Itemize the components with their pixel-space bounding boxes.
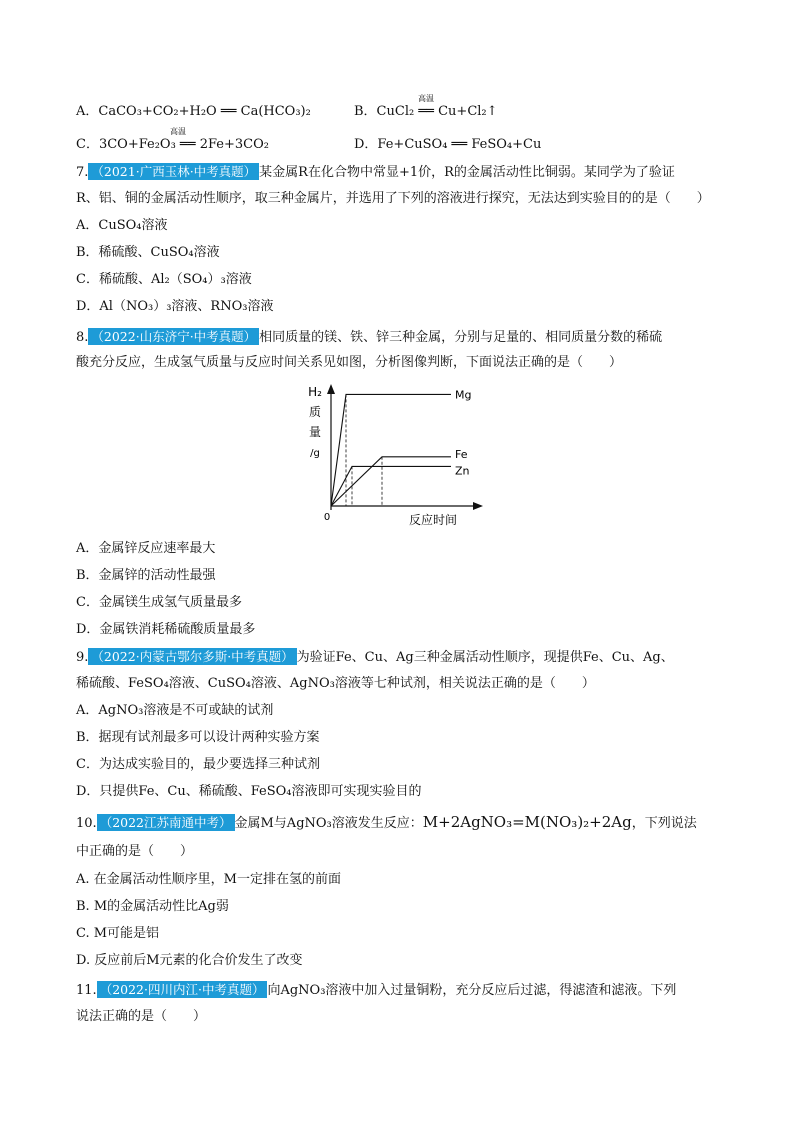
q6-option-d: D．Fe+CuSO₄ ══ FeSO₄+Cu xyxy=(354,137,542,152)
q11-source-tag: （2022·四川内江·中考真题） xyxy=(97,981,268,998)
q11-stem: 向AgNO₃溶液中加入过量铜粉，充分反应后过滤，得滤渣和滤液。下列 xyxy=(267,983,677,998)
q10-option-b: B. M的金属活动性比Ag弱 xyxy=(76,899,229,914)
q7-option-b: B．稀硫酸、CuSO₄溶液 xyxy=(76,245,220,260)
series-label-mg: Mg xyxy=(455,388,472,402)
x-axis-arrow xyxy=(473,502,483,510)
q6-condition-label-c: 高温 xyxy=(170,127,186,136)
q8-option-d: D．金属铁消耗稀硫酸质量最多 xyxy=(76,622,256,637)
q10-option-c: C. M可能是铝 xyxy=(76,926,160,941)
q11-stem-line2: 说法正确的是（ ） xyxy=(76,1009,207,1024)
q7-option-a: A．CuSO₄溶液 xyxy=(76,218,168,233)
q6-condition-label-b: 高温 xyxy=(418,94,434,103)
q8-number: 8. xyxy=(76,330,89,345)
q9-option-b: B．据现有试剂最多可以设计两种实验方案 xyxy=(76,730,320,745)
series-label-fe: Fe xyxy=(455,447,468,461)
q7-source-tag: （2021·广西玉林·中考真题） xyxy=(88,163,259,180)
q10-stem-end: ，下列说法 xyxy=(631,816,697,831)
y-axis-label xyxy=(308,385,322,459)
q9-option-a: A．AgNO₃溶液是不可或缺的试剂 xyxy=(76,703,274,718)
q7-number: 7. xyxy=(76,165,89,180)
y-axis-label-part: 量 xyxy=(308,425,322,439)
x-axis-label: 反应时间 xyxy=(408,513,458,527)
q6-option-a: A．CaCO₃+CO₂+H₂O ══ Ca(HCO₃)₂ xyxy=(76,104,311,119)
q10-option-d: D. 反应前后M元素的化合价发生了改变 xyxy=(76,953,303,968)
q9-option-c: C．为达成实验目的，最少要选择三种试剂 xyxy=(76,757,320,772)
q10-source-tag: （2022江苏南通中考） xyxy=(97,814,235,831)
q7-option-c: C．稀硫酸、Al₂（SO₄）₃溶液 xyxy=(76,272,252,287)
q6-option-c: C．3CO+Fe₂O₃ ══ 2Fe+3CO₂ xyxy=(76,137,269,152)
q9-option-d: D．只提供Fe、Cu、稀硫酸、FeSO₄溶液即可实现实验目的 xyxy=(76,784,422,799)
q6-option-b: B．CuCl₂ ══ Cu+Cl₂↑ xyxy=(354,104,498,119)
q11-stem-line1 xyxy=(76,981,676,1000)
y-axis-arrow xyxy=(327,384,335,394)
q9-stem-line1 xyxy=(76,648,674,667)
guide-lines xyxy=(346,394,382,506)
q9-stem: 为验证Fe、Cu、Ag三种金属活动性顺序，现提供Fe、Cu、Ag、 xyxy=(296,650,674,665)
series-label-zn: Zn xyxy=(455,464,470,478)
q9-stem-line2: 稀硫酸、FeSO₄溶液、CuSO₄溶液、AgNO₃溶液等七种试剂，相关说法正确的是（ ） xyxy=(76,676,595,691)
q10-formula: M+2AgNO₃=M(NO₃)₂+2Ag xyxy=(422,813,632,831)
q8-option-b: B．金属锌的活动性最强 xyxy=(76,568,216,583)
q8-stem-line2: 酸充分反应，生成氢气质量与反应时间关系见如图，分析图像判断，下面说法正确的是（ ） xyxy=(76,355,623,370)
q7-stem-line2: R、铝、铜的金属活动性顺序，取三种金属片，并选用了下列的溶液进行探究，无法达到实验目的的是（ ） xyxy=(76,191,710,206)
q11-number: 11. xyxy=(76,983,97,998)
q7-stem-line1 xyxy=(76,163,675,182)
y-axis-label-part: H₂ xyxy=(308,385,322,399)
q10-stem: 金属M与AgNO₃溶液发生反应： xyxy=(234,816,423,831)
y-axis-label-part: 质 xyxy=(308,405,322,419)
q8-stem: 相同质量的镁、铁、锌三种金属，分别与足量的、相同质量分数的稀硫 xyxy=(259,330,663,345)
q8-option-a: A．金属锌反应速率最大 xyxy=(76,541,216,556)
origin-label: 0 xyxy=(323,512,331,523)
series-line-zn xyxy=(331,466,451,506)
q10-number: 10. xyxy=(76,816,97,831)
q7-option-d: D．Al（NO₃）₃溶液、RNO₃溶液 xyxy=(76,299,274,314)
q8-source-tag: （2022·山东济宁·中考真题） xyxy=(88,328,259,345)
y-axis-label-part: /g xyxy=(310,448,320,459)
q9-source-tag: （2022·内蒙古鄂尔多斯·中考真题） xyxy=(88,648,296,665)
q10-option-a: A. 在金属活动性顺序里，M一定排在氢的前面 xyxy=(76,872,341,887)
q8-stem-line1 xyxy=(76,328,662,347)
q8-chart xyxy=(305,380,485,530)
q7-stem: 某金属R在化合物中常显+1价，R的金属活动性比铜弱。某同学为了验证 xyxy=(259,165,675,180)
series-line-fe xyxy=(331,457,451,506)
q8-option-c: C．金属镁生成氢气质量最多 xyxy=(76,595,242,610)
q10-stem-line1 xyxy=(76,813,697,833)
q9-number: 9. xyxy=(76,650,89,665)
q10-stem-line2: 中正确的是（ ） xyxy=(76,844,194,859)
